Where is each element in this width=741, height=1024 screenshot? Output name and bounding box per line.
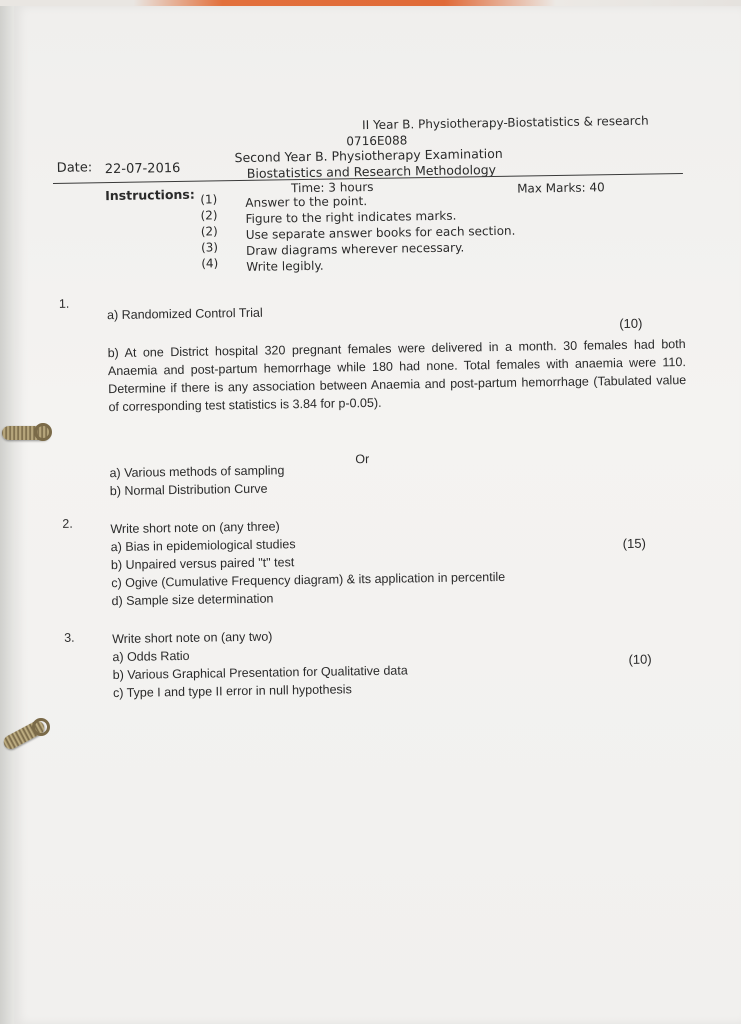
instruction-text: Use separate answer books for each section.	[245, 223, 516, 242]
question-part: a) Odds Ratio	[112, 648, 190, 665]
question-marks: (10)	[619, 315, 643, 332]
instruction-num: (3)	[200, 240, 219, 255]
question-intro: Write short note on (any three)	[110, 519, 280, 537]
exam-title: Second Year B. Physiotherapy Examination	[234, 145, 503, 166]
subject-title: Biostatistics and Research Methodology	[246, 161, 497, 181]
question-marks: (10)	[628, 651, 652, 667]
exam-time: Time: 3 hours	[290, 179, 374, 196]
question-part: b) Various Graphical Presentation for Qualitative data	[112, 663, 408, 683]
instruction-num: (1)	[200, 192, 218, 207]
question-part: b) Unpaired versus paired "t" test	[110, 555, 295, 573]
question-part: c) Type I and type II error in null hypothesis	[112, 682, 352, 701]
instruction-text: Answer to the point.	[245, 194, 368, 210]
instruction-num: (2)	[200, 208, 218, 223]
question-number: 2.	[62, 516, 73, 531]
question-part: a) Bias in epidemiological studies	[110, 537, 296, 555]
instruction-num: (2)	[200, 224, 218, 239]
date-label: Date:	[56, 160, 93, 176]
question-marks: (15)	[622, 535, 646, 552]
question-paragraph: b) At one District hospital 320 pregnant females were delivered in a month. 30 females had both Anaemia and post-partum hemorrhage while 180 had none. Total females with anaemia were 110. Determine if there is any association between Anaemia and post-partum hemorrhage (Tabulated value of corresponding test statistics is 3.84 for p-0.05).	[107, 337, 687, 415]
instruction-text: Draw diagrams wherever necessary.	[245, 240, 465, 258]
question-part: c) Ogive (Cumulative Frequency diagram) & its application in percentile	[111, 569, 506, 591]
paper-code: 0716E088	[346, 133, 408, 149]
question-number: 1.	[58, 296, 70, 311]
instructions-label: Instructions:	[105, 186, 195, 204]
max-marks: Max Marks: 40	[517, 180, 605, 196]
course-line: II Year B. Physiotherapy-Biostatistics & research	[362, 113, 649, 133]
instruction-num: (4)	[201, 256, 219, 271]
instruction-text: Figure to the right indicates marks.	[245, 208, 457, 226]
instruction-text: Write legibly.	[246, 258, 324, 274]
question-number: 3.	[64, 630, 75, 645]
or-separator: Or	[355, 452, 370, 467]
question-part: d) Sample size determination	[111, 591, 274, 609]
question-part: b) Normal Distribution Curve	[109, 481, 268, 499]
question-intro: Write short note on (any two)	[112, 629, 273, 647]
date-value: 22-07-2016	[104, 160, 181, 178]
question-part: a) Various methods of sampling	[109, 463, 285, 481]
question-part: a) Randomized Control Trial	[106, 305, 263, 323]
